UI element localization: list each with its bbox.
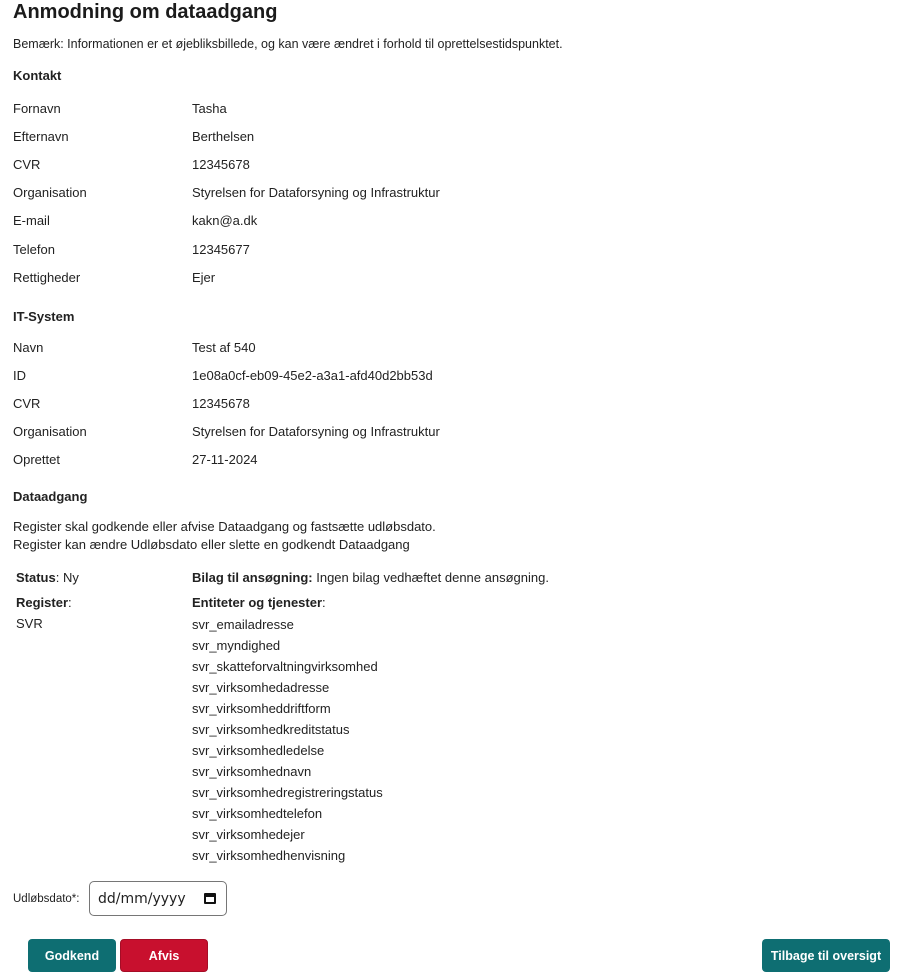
it-label-cvr: CVR [13, 396, 41, 411]
contact-label-lastname: Efternavn [13, 129, 69, 144]
contact-label-rights: Rettigheder [13, 270, 81, 285]
register-field [16, 595, 72, 611]
contact-value-organisation: Styrelsen for Dataforsyning og Infrastruktur [192, 185, 440, 200]
entity-item: svr_virksomheddriftform [192, 701, 331, 716]
entity-item: svr_skatteforvaltningvirksomhed [192, 659, 378, 674]
contact-heading: Kontakt [13, 68, 62, 83]
entity-item: svr_virksomhedregistreringstatus [192, 785, 383, 800]
it-system-heading: IT-System [13, 309, 75, 324]
it-value-id: 1e08a0cf-eb09-45e2-a3a1-afd40d2bb53d [192, 368, 433, 383]
entity-item: svr_virksomhedtelefon [192, 806, 323, 821]
register-label: Register [16, 595, 69, 610]
it-label-id: ID [13, 368, 26, 383]
status-field [16, 570, 79, 586]
expiry-date-placeholder: dd/mm/yyyy [98, 890, 186, 907]
contact-label-organisation: Organisation [13, 185, 87, 200]
contact-label-email: E-mail [13, 213, 50, 228]
page-title: Anmodning om dataadgang [13, 1, 278, 23]
it-label-organisation: Organisation [13, 424, 87, 439]
status-value: : Ny [55, 570, 79, 585]
entities-field [192, 595, 326, 611]
approve-button[interactable]: Godkend [28, 939, 116, 972]
back-to-overview-button[interactable]: Tilbage til oversigt [762, 939, 890, 972]
contact-value-lastname: Berthelsen [192, 129, 255, 144]
contact-value-phone: 12345677 [192, 242, 250, 257]
contact-label-firstname: Fornavn [13, 101, 61, 116]
contact-value-email: kakn@a.dk [192, 213, 258, 228]
data-access-desc-1: Register skal godkende eller afvise Dataadgang og fastsætte udløbsdato. [13, 519, 436, 534]
it-value-name: Test af 540 [192, 340, 256, 355]
contact-value-cvr: 12345678 [192, 157, 250, 172]
entities-colon: : [322, 595, 326, 610]
register-value: SVR [16, 616, 43, 631]
contact-label-cvr: CVR [13, 157, 41, 172]
register-colon: : [68, 595, 72, 610]
entity-item: svr_virksomhedejer [192, 827, 305, 842]
data-access-desc-2: Register kan ændre Udløbsdato eller slette en godkendt Dataadgang [13, 537, 410, 552]
it-value-organisation: Styrelsen for Dataforsyning og Infrastruktur [192, 424, 440, 439]
entity-item: svr_virksomhedledelse [192, 743, 325, 758]
expiry-label: Udløbsdato*: [13, 893, 80, 905]
data-access-heading: Dataadgang [13, 489, 88, 504]
it-value-created: 27-11-2024 [192, 452, 258, 467]
contact-label-phone: Telefon [13, 242, 55, 257]
status-label: Status [16, 570, 56, 585]
it-label-name: Navn [13, 340, 44, 355]
attachment-label: Bilag til ansøgning: [192, 570, 313, 585]
contact-value-firstname: Tasha [192, 101, 227, 116]
contact-value-rights: Ejer [192, 270, 216, 285]
calendar-icon[interactable] [204, 893, 216, 904]
entity-item: svr_virksomhedkreditstatus [192, 722, 350, 737]
it-label-created: Oprettet [13, 452, 60, 467]
entity-item: svr_virksomhedadresse [192, 680, 330, 695]
reject-button[interactable]: Afvis [120, 939, 208, 972]
entity-item: svr_virksomhednavn [192, 764, 312, 779]
entity-item: svr_emailadresse [192, 617, 294, 632]
expiry-date-input[interactable] [89, 881, 227, 916]
attachment-value: Ingen bilag vedhæftet denne ansøgning. [312, 570, 549, 585]
entities-label: Entiteter og tjenester [192, 595, 323, 610]
snapshot-note: Bemærk: Informationen er et øjebliksbillede, og kan være ændret i forhold til oprettelsestidspunktet. [13, 37, 563, 51]
it-value-cvr: 12345678 [192, 396, 250, 411]
entity-item: svr_virksomhedhenvisning [192, 848, 346, 863]
entity-item: svr_myndighed [192, 638, 281, 653]
attachment-field [192, 570, 549, 586]
